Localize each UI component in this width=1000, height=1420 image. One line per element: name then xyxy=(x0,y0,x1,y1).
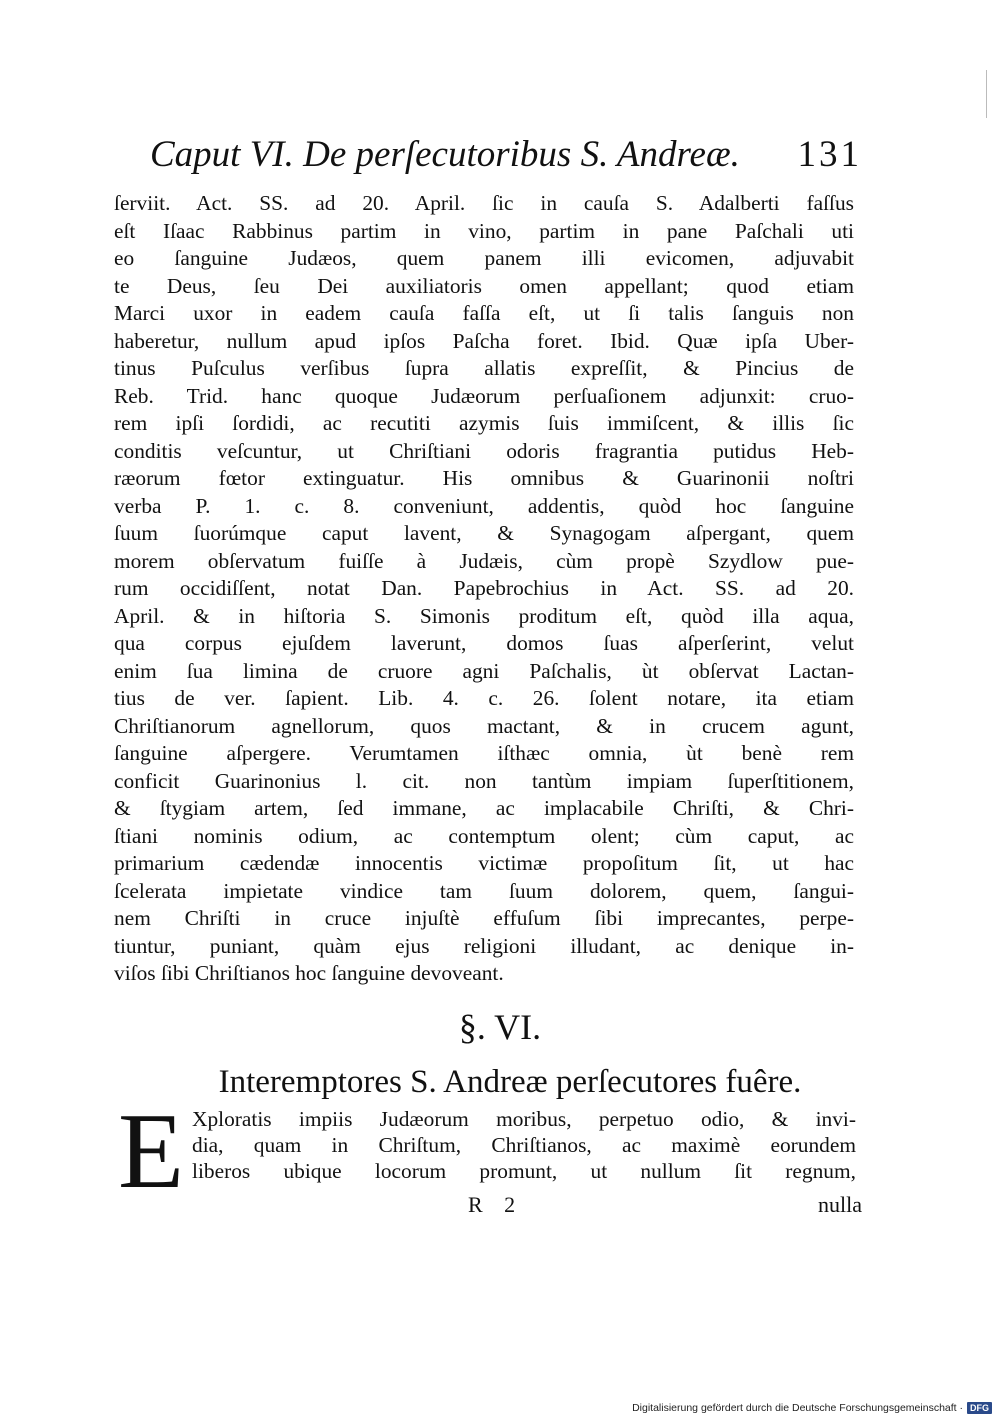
running-header xyxy=(150,128,862,182)
drop-cap-initial: E xyxy=(118,1092,184,1211)
footer-text: Digitalisierung gefördert durch die Deutsche Forschungsgemeinschaft · xyxy=(632,1402,963,1414)
text-line: viſos ſibi Chriſtianos hoc ſanguine devoveant. xyxy=(114,961,504,985)
text-line: rum occidiſſent, notat Dan. Papebrochius in Act. SS. ad 20. xyxy=(114,576,854,600)
text-line: ſanguine aſpergere. Verumtamen iſthæc omnia, ùt benè rem xyxy=(114,741,854,765)
text-line: Marci uxor in eadem cauſa faſſa eſt, ut ſi talis ſanguis non xyxy=(114,301,854,325)
signature-mark: R 2 xyxy=(468,1192,524,1217)
text-line: ſerviit. Act. SS. ad 20. April. ſic in cauſa S. Adalberti faſſus xyxy=(114,191,854,215)
text-line: tinus Puſculus verſibus ſupra allatis expreſſit, & Pincius de xyxy=(114,356,854,380)
scan-edge-mark xyxy=(986,70,987,118)
text-line: eſt Iſaac Rabbinus partim in vino, partim in pane Paſchali uti xyxy=(114,218,854,243)
section-number: §. VI. xyxy=(458,1007,542,1047)
text-line: tius de ver. ſapient. Lib. 4. c. 26. ſolent notare, ita etiam xyxy=(114,686,854,710)
running-title: Caput VI. De perſecutoribus S. Andreæ. xyxy=(150,134,740,175)
text-line: Chriſtianorum agnellorum, quos mactant, & in crucem agunt, xyxy=(114,713,854,738)
text-line: tiuntur, puniant, quàm ejus religioni illudant, ac denique in- xyxy=(114,933,854,958)
text-line: & ſtygiam artem, ſed immane, ac implacabile Chriſti, & Chri- xyxy=(114,796,854,820)
text-line: haberetur, nullum apud ipſos Paſcha foret. Ibid. Quæ ipſa Uber- xyxy=(114,328,854,353)
text-line: ſcelerata impietate vindice tam ſuum dolorem, quem, ſangui- xyxy=(114,878,854,903)
text-line: conficit Guarinonius l. cit. non tantùm impiam ſuperſtitionem, xyxy=(114,768,854,793)
section-title: Interemptores S. Andreæ perſecutores fuêre. xyxy=(218,1064,802,1100)
text-line: Xploratis impiis Judæorum moribus, perpetuo odio, & invi- xyxy=(192,1107,856,1131)
text-line: April. & in hiſtoria S. Simonis proditum eſt, quòd illa aqua, xyxy=(114,603,854,628)
text-line: ſtiani nominis odium, ac contemptum olent; cùm caput, ac xyxy=(114,823,854,848)
body-text xyxy=(114,190,854,988)
dfg-logo-icon: DFG xyxy=(967,1402,992,1414)
text-line: enim ſua limina de cruore agni Paſchalis, ùt obſervat Lactan- xyxy=(114,658,854,683)
text-line: qua corpus ejuſdem laverunt, domos ſuas aſperſerint, velut xyxy=(114,631,854,655)
text-line: liberos ubique locorum promunt, ut nullum ſit regnum, xyxy=(192,1159,856,1183)
digitization-footer xyxy=(632,1402,992,1414)
text-line: Reb. Trid. hanc quoque Judæorum perſuaſionem adjunxit: cruo- xyxy=(114,383,854,408)
page-number: 131 xyxy=(797,134,862,175)
text-line: verba P. 1. c. 8. conveniunt, addentis, quòd hoc ſanguine xyxy=(114,493,854,518)
text-line: eo ſanguine Judæos, quem panem illi evicomen, adjuvabit xyxy=(114,246,854,270)
text-line: rem ipſi ſordidi, ac recutiti azymis ſuis immiſcent, & illis ſic xyxy=(114,411,854,435)
text-line: morem obſervatum fuiſſe à Judæis, cùm propè Szydlow pue- xyxy=(114,548,854,573)
text-line: te Deus, ſeu Dei auxiliatoris omen appellant; quod etiam xyxy=(114,273,854,298)
text-line: primarium cædendæ innocentis victimæ propoſitum ſit, ut hac xyxy=(114,851,854,875)
text-line: dia, quam in Chriſtum, Chriſtianos, ac maximè eorundem xyxy=(192,1133,856,1157)
text-line: conditis veſcuntur, ut Chriſtiani odoris fragrantia putidus Heb- xyxy=(114,438,854,463)
text-line: ſuum ſuorúmque caput lavent, & Synagogam aſpergant, quem xyxy=(114,521,854,545)
text-line: ræorum fœtor extinguatur. His omnibus & Guarinonii noſtri xyxy=(114,466,854,490)
catchword: nulla xyxy=(818,1192,862,1217)
text-line: nem Chriſti in cruce injuſtè effuſum ſibi imprecantes, perpe- xyxy=(114,906,854,930)
paragraph-two xyxy=(192,1106,856,1184)
